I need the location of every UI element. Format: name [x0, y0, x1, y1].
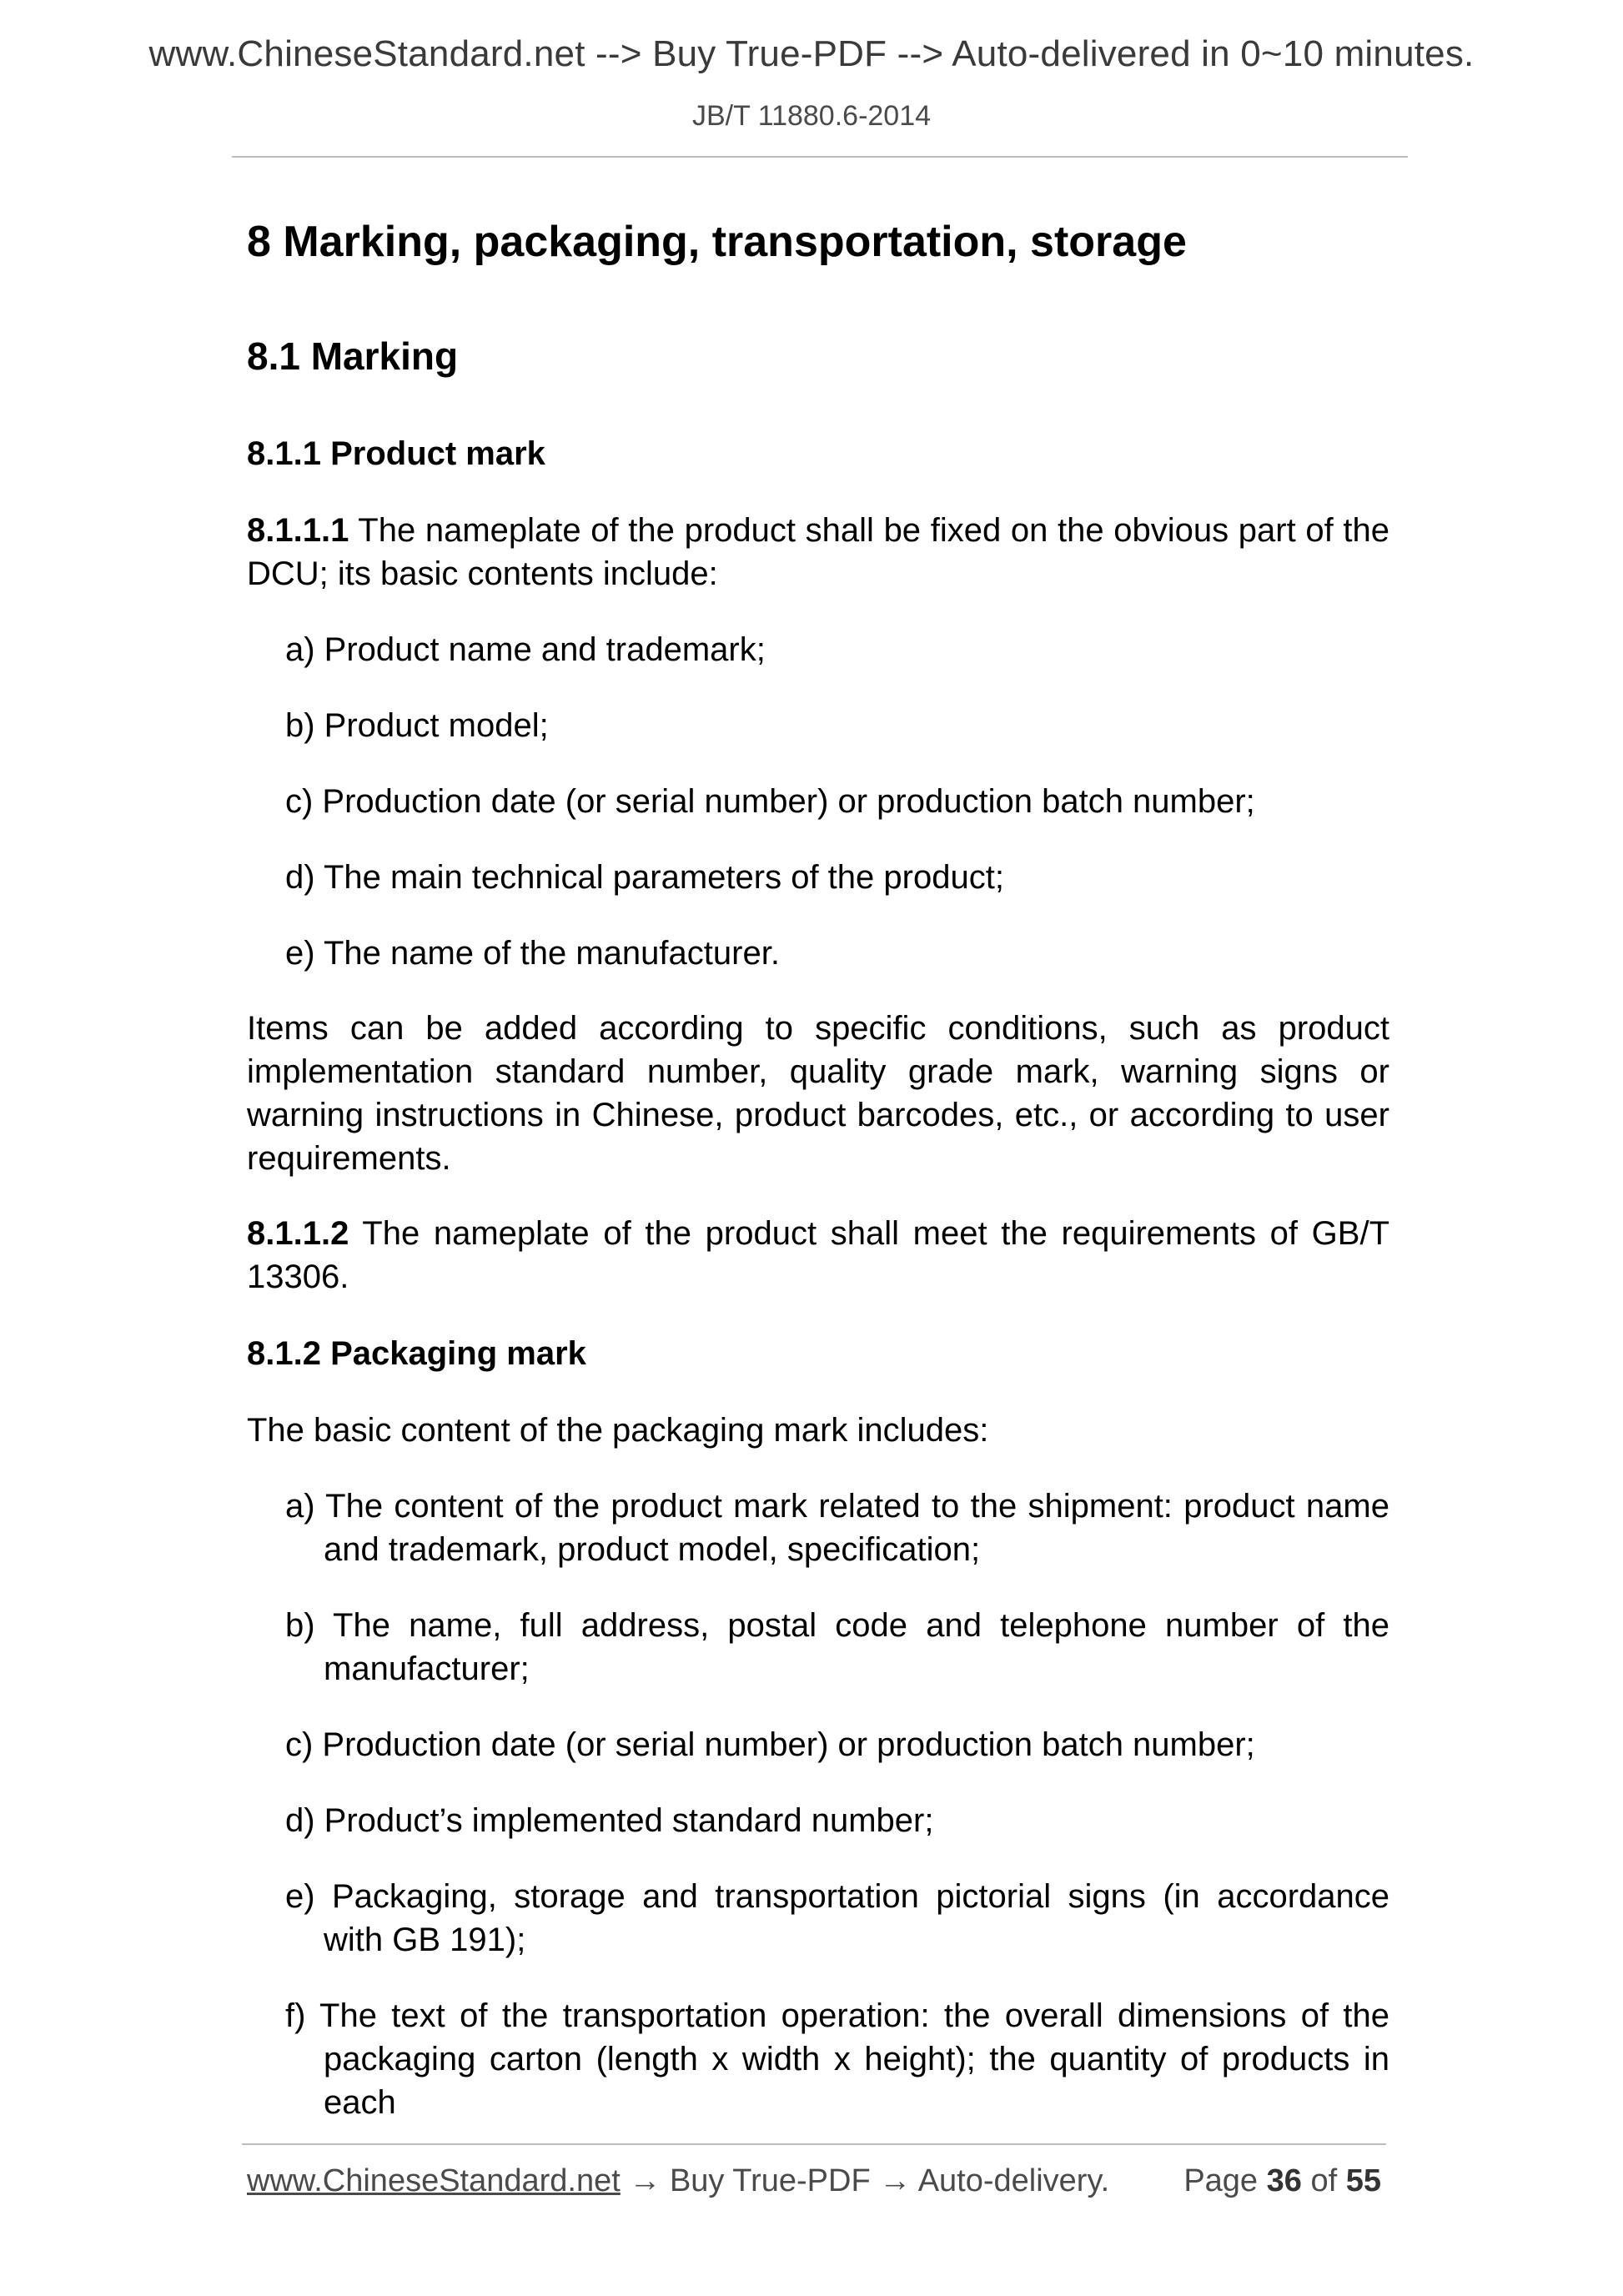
- page-footer: [247, 2163, 1381, 2199]
- page-counter: [1183, 2163, 1381, 2199]
- clause-8-1-1-2: [247, 1212, 1389, 1299]
- clause-heading-product-mark: 8.1.1 Product mark: [247, 435, 545, 472]
- total-pages: 55: [1345, 2163, 1381, 2198]
- list-item: e) The name of the manufacturer.: [285, 935, 780, 972]
- list-item: e) Packaging, storage and transportation pictorial signs (in accordance with GB 191);: [285, 1878, 1389, 1958]
- clause-text: The nameplate of the product shall meet the requirements of GB/T 13306.: [247, 1215, 1389, 1295]
- clause-number: 8.1.1.1: [247, 512, 349, 549]
- clause-text: The nameplate of the product shall be fixed on the obvious part of the DCU; its basic contents include:: [247, 512, 1389, 592]
- list-item: b) The name, full address, postal code and telephone number of the manufacturer;: [285, 1607, 1389, 1687]
- clause-heading-packaging-mark: 8.1.2 Packaging mark: [247, 1335, 586, 1372]
- footer-divider: [242, 2143, 1386, 2145]
- list-item: c) Production date (or serial number) or production batch number;: [285, 783, 1255, 820]
- list-item: d) The main technical parameters of the product;: [285, 859, 1004, 896]
- list-item: a) The content of the product mark related to the shipment: product name and trademark, product model, specification;: [285, 1488, 1389, 1568]
- clause-number: 8.1.1.2: [247, 1215, 349, 1252]
- footer-site-link[interactable]: www.ChineseStandard.net: [247, 2163, 621, 2198]
- clause-8-1-1-1: [247, 509, 1389, 595]
- list-item: a) Product name and trademark;: [285, 631, 766, 668]
- list-item: d) Product’s implemented standard number;: [285, 1802, 934, 1839]
- list-item: c) Production date (or serial number) or production batch number;: [285, 1726, 1255, 1763]
- list-item: b) Product model;: [285, 707, 549, 744]
- additional-items-paragraph: Items can be added according to specific conditions, such as product implementation standard number, quality grade mark, warning signs or warning instructions in Chinese, product barcodes, etc., or according to user requirements.: [247, 1010, 1389, 1177]
- packaging-mark-intro: The basic content of the packaging mark includes:: [247, 1412, 989, 1449]
- subsection-heading-marking: 8.1 Marking: [247, 334, 459, 378]
- page-number: 36: [1266, 2163, 1302, 2198]
- section-heading: 8 Marking, packaging, transportation, storage: [247, 218, 1187, 266]
- of-word: of: [1301, 2163, 1346, 2198]
- list-item: f) The text of the transportation operation: the overall dimensions of the packaging carton (length x width x height); the quantity of products in each: [285, 1997, 1389, 2121]
- product-mark-list: [247, 628, 1389, 975]
- standard-code: JB/T 11880.6-2014: [691, 100, 932, 132]
- footer-tagline: → Buy True-PDF → Auto-delivery.: [620, 2163, 1110, 2198]
- page-word: Page: [1183, 2163, 1267, 2198]
- header-divider: [232, 156, 1408, 158]
- top-banner: www.ChineseStandard.net --> Buy True-PDF --> Auto-delivered in 0~10 minutes.: [148, 33, 1475, 74]
- packaging-mark-list: [247, 1485, 1389, 2124]
- page-content: [247, 200, 1389, 2124]
